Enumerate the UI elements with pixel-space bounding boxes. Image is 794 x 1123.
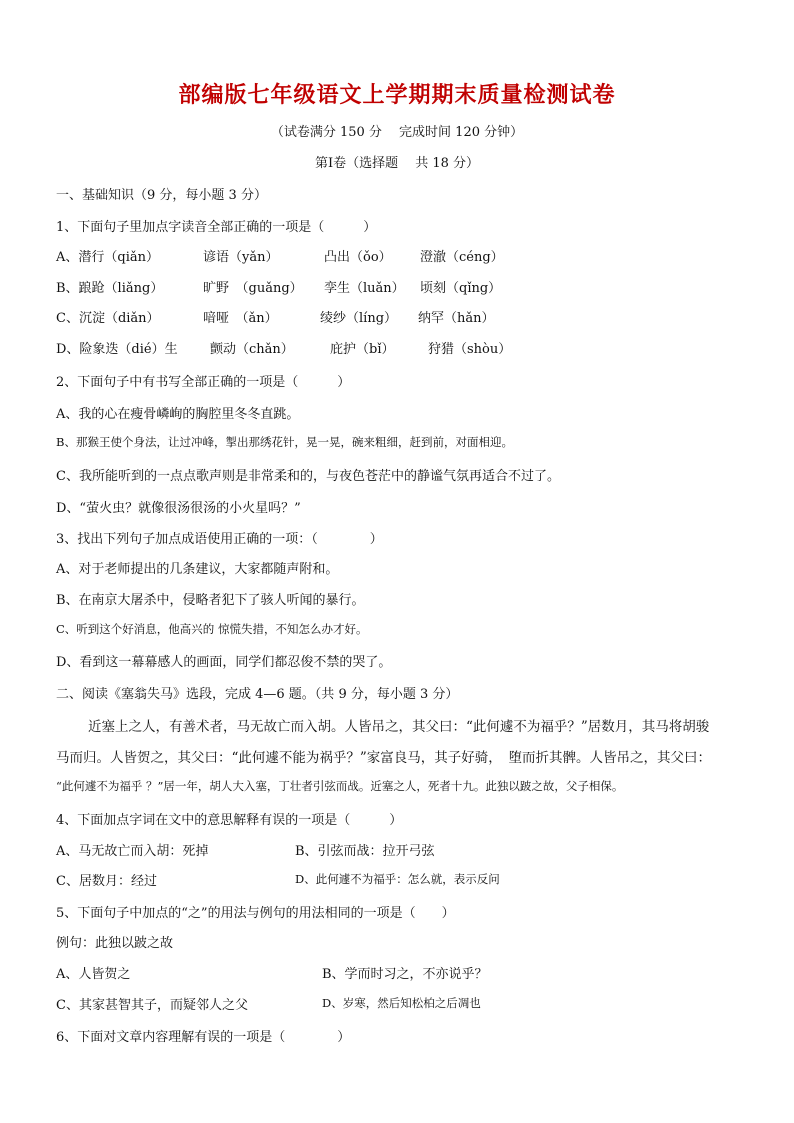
q3-option-b: B、在南京大屠杀中，侵略者犯下了骇人听闻的暴行。 xyxy=(56,593,365,608)
question-1-stem: 1、下面句子里加点字读音全部正确的一项是（ ） xyxy=(56,220,377,235)
passage-line: 马而归。人皆贺之，其父曰：“此何遽不能为祸乎？”家富良马，其子好骑， 堕而折其髀。人皆吊之，其父曰： xyxy=(56,750,712,766)
q1-option-a: A、潜行（qiǎn） xyxy=(56,250,159,265)
q3-option-d: D、看到这一幕幕感人的画面，同学们都忍俊不禁的哭了。 xyxy=(56,655,392,670)
q1-word: 绫纱（líng） xyxy=(320,311,398,326)
q2-option-c: C、我所能听到的一点点歌声则是非常柔和的，与夜色苍茫中的静谧气氛再适合不过了。 xyxy=(56,469,560,484)
passage-line: 近塞上之人，有善术者，马无故亡而入胡。人皆吊之，其父曰：“此何遽不为福乎？”居数月，其马将胡骏 xyxy=(88,719,710,735)
passage-line: “此何遽不为福乎 ？”居一年，胡人大入塞，丁壮者引弦而战。近塞之人，死者十九。此独以跛之故，父子相保。 xyxy=(56,779,624,793)
q2-option-a: A、我的心在瘦骨嶙峋的胸腔里冬冬直跳。 xyxy=(56,407,300,422)
question-5-stem: 5、下面句子中加点的“之”的用法与例句的用法相同的一项是（ ） xyxy=(56,906,455,921)
page-title: 部编版七年级语文上学期期末质量检测试卷 xyxy=(178,82,616,108)
q5-option-b: B、学而时习之，不亦说乎？ xyxy=(322,967,488,982)
q3-option-a: A、对于老师提出的几条建议，大家都随声附和。 xyxy=(56,562,339,577)
exam-info: （试卷满分 150 分 完成时间 120 分钟） xyxy=(270,125,524,140)
q1-word: 喑哑 （ǎn） xyxy=(203,311,278,326)
q4-option-d: D、此何遽不为福乎：怎么就，表示反问 xyxy=(295,872,500,886)
q4-option-b: B、引弦而战：拉开弓弦 xyxy=(295,844,435,859)
q5-option-a: A、人皆贺之 xyxy=(56,967,131,982)
q1-word: 澄澈（céng） xyxy=(420,250,504,265)
q1-word: 凸出（ǒo） xyxy=(324,250,392,265)
q1-word: 孪生（luǎn） xyxy=(324,281,405,296)
q1-word: 谚语（yǎn） xyxy=(203,250,279,265)
q1-word: 顷刻（qǐng） xyxy=(420,281,502,296)
question-2-stem: 2、下面句子中有书写全部正确的一项是（ ） xyxy=(56,375,351,390)
section-heading: 二、阅读《塞翁失马》选段，完成 4—6 题。（共 9 分，每小题 3 分） xyxy=(56,687,459,702)
q5-example: 例句：此独以跛之故 xyxy=(56,936,174,951)
q1-option-b: B、踉跄（liǎng） xyxy=(56,281,164,296)
q2-option-b: B、那猴王使个身法，让过冲峰，掣出那绣花针，晃一晃，碗来粗细，赶到前，对面相迎。 xyxy=(56,435,513,449)
volume-heading: 第Ⅰ卷（选择题 共 18 分） xyxy=(314,156,480,171)
q1-word: 颤动（chǎn） xyxy=(210,342,294,357)
q5-option-d: D、岁寒，然后知松柏之后凋也 xyxy=(322,996,481,1010)
q3-option-c: C、听到这个好消息，他高兴的 惊慌失措，不知怎么办才好。 xyxy=(56,622,368,636)
question-6-stem: 6、下面对文章内容理解有误的一项是（ ） xyxy=(56,1030,351,1045)
question-4-stem: 4、下面加点字词在文中的意思解释有误的一项是（ ） xyxy=(56,813,403,828)
q1-option-d: D、险象迭（dié）生 xyxy=(56,342,178,357)
q4-option-c: C、居数月：经过 xyxy=(56,874,157,889)
q1-word: 狩猎（shòu） xyxy=(428,342,512,357)
q1-word: 庇护（bǐ） xyxy=(330,342,395,357)
q1-option-c: C、沉淀（diǎn） xyxy=(56,311,160,326)
q2-option-d: D、“萤火虫？就像很汤很汤的小火星吗？” xyxy=(56,501,301,516)
q5-option-c: C、其家甚智其子，而疑邻人之父 xyxy=(56,998,248,1013)
q1-word: 纳罕（hǎn） xyxy=(418,311,495,326)
q1-word: 旷野 （guǎng） xyxy=(203,281,303,296)
q4-option-a: A、马无故亡而入胡：死掉 xyxy=(56,844,209,859)
section-heading: 一、基础知识（9 分，每小题 3 分） xyxy=(56,188,267,203)
question-3-stem: 3、找出下列句子加点成语使用正确的一项：（ ） xyxy=(56,532,383,547)
